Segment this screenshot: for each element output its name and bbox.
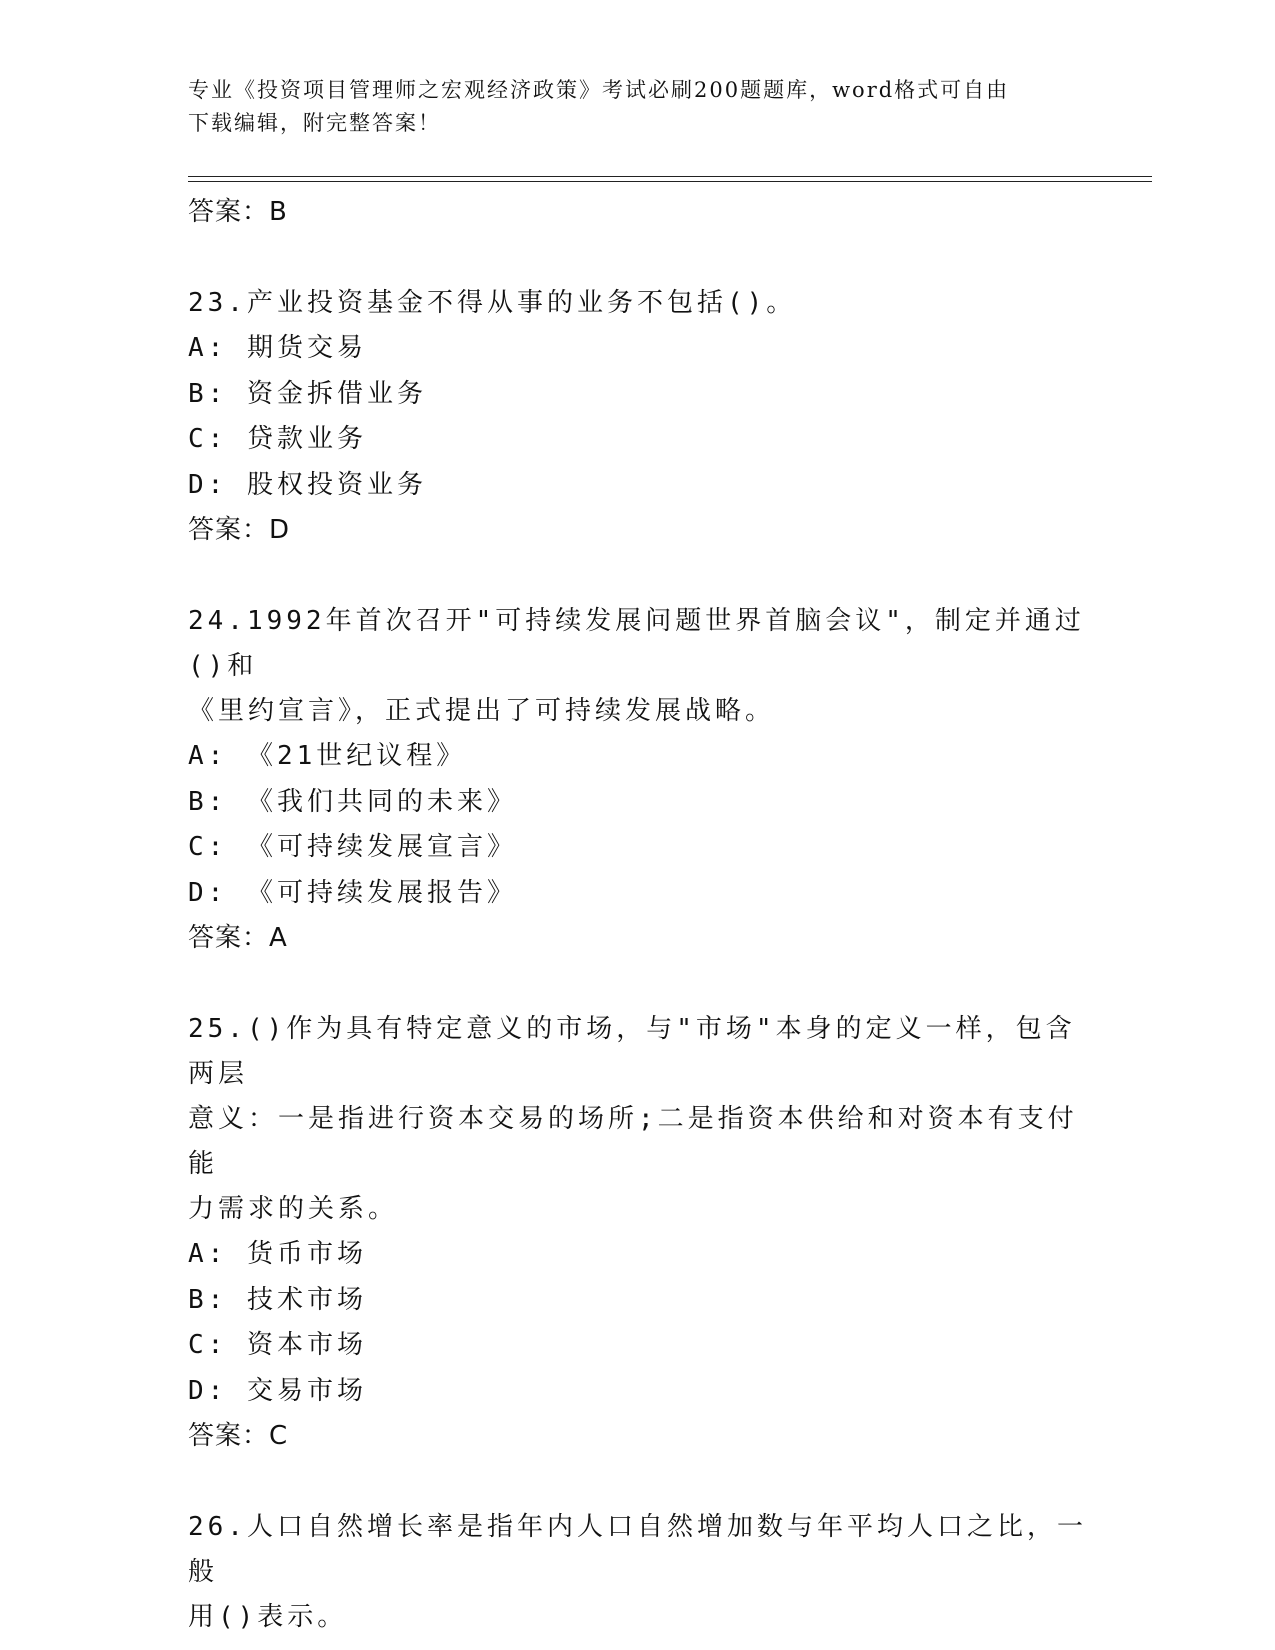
question-stem-line-2: 意义：一是指进行资本交易的场所;二是指资本供给和对资本有支付能 — [188, 1104, 1078, 1179]
answer-line: 答案：D — [188, 515, 291, 545]
answer-line: 答案：C — [188, 1421, 289, 1451]
header-line-2: 下载编辑，附完整答案！ — [188, 111, 441, 135]
question-stem-line-1: 24.1992年首次召开"可持续发展问题世界首脑会议"，制定并通过()和 — [188, 606, 1085, 681]
question-stem-line-1: 25.()作为具有特定意义的市场，与"市场"本身的定义一样，包含两层 — [188, 1014, 1076, 1089]
question-23 — [188, 281, 1088, 552]
option-a: A: 货币市场 — [188, 1239, 367, 1269]
option-c: C: 《可持续发展宣言》 — [188, 832, 517, 862]
header-divider-top — [188, 176, 1152, 177]
option-c: C: 资本市场 — [188, 1330, 367, 1360]
question-stem: 23.产业投资基金不得从事的业务不包括()。 — [188, 288, 797, 318]
question-stem-line-3: 力需求的关系。 — [188, 1194, 399, 1224]
question-25 — [188, 1007, 1088, 1458]
option-a: A: 期货交易 — [188, 333, 367, 363]
answer-line: 答案：A — [188, 923, 288, 953]
header-line-1: 专业《投资项目管理师之宏观经济政策》考试必刷200题题库，word格式可自由 — [188, 78, 1010, 102]
spacer — [188, 552, 1088, 599]
option-b: B: 资金拆借业务 — [188, 378, 427, 409]
spacer — [188, 960, 1088, 1007]
question-stem-line-1: 26.人口自然增长率是指年内人口自然增加数与年平均人口之比，一般 — [188, 1512, 1087, 1587]
spacer — [188, 234, 1088, 281]
option-a: A: 《21世纪议程》 — [188, 741, 467, 771]
answer-line: 答案：B — [188, 197, 288, 227]
option-d: D: 股权投资业务 — [188, 469, 427, 500]
option-b: B: 《我们共同的未来》 — [188, 786, 517, 817]
question-stem-line-2: 《里约宣言》，正式提出了可持续发展战略。 — [188, 696, 776, 726]
header-divider-bottom — [188, 181, 1152, 182]
question-stem-line-2: 用()表示。 — [188, 1602, 348, 1632]
option-d: D: 《可持续发展报告》 — [188, 877, 517, 908]
option-c: C: 贷款业务 — [188, 424, 367, 454]
page-header — [188, 74, 1088, 140]
option-b: B: 技术市场 — [188, 1284, 367, 1315]
question-24 — [188, 599, 1088, 960]
spacer — [188, 1458, 1088, 1505]
option-d: D: 交易市场 — [188, 1375, 367, 1406]
question-26 — [188, 1505, 1088, 1640]
question-list — [188, 190, 1088, 1640]
